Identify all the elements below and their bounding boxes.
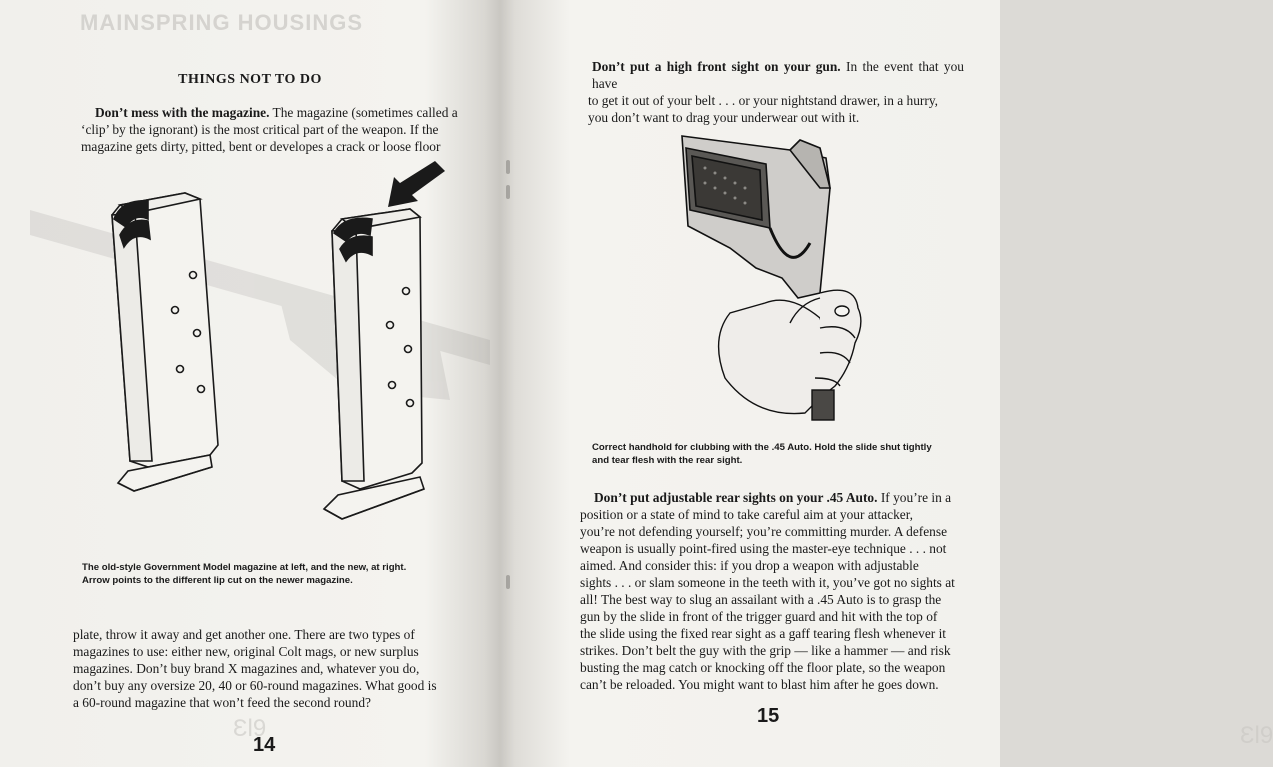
right-p2-line-7: all! The best way to slug an assailant with a .45 Auto is to grasp the bbox=[580, 592, 942, 607]
right-p2-line-12: can’t be reloaded. You might want to blast him after he goes down. bbox=[580, 677, 939, 692]
left-paragraph-2 bbox=[73, 626, 449, 711]
pistol-handhold-photo bbox=[670, 128, 890, 428]
left-caption-line-1: The old-style Government Model magazine at left, and the new, at right. bbox=[82, 562, 407, 573]
right-p1-line-3: you don’t want to drag your underwear out with it. bbox=[588, 110, 860, 125]
lead-in-front-sight: Don’t put a high front sight on your gun. bbox=[592, 59, 841, 74]
binding-mark bbox=[506, 185, 510, 199]
right-p2-line-6: sights . . . or slam someone in the teeth with it, you’ve got no sights at bbox=[580, 575, 955, 590]
section-heading: THINGS NOT TO DO bbox=[178, 72, 322, 87]
left-p2-line-5: a 60-round magazine that won’t feed the second round? bbox=[73, 695, 371, 710]
left-page bbox=[0, 0, 500, 767]
left-p1-line-2: ‘clip’ by the ignorant) is the most critical part of the weapon. If the bbox=[81, 122, 439, 137]
right-p2-line-11: busting the mag catch or knocking off the floor plate, so the weapon bbox=[580, 660, 946, 675]
new-style-magazine bbox=[324, 209, 424, 519]
lead-in-magazine: Don’t mess with the magazine. bbox=[95, 105, 270, 120]
bleed-through-header: MAINSPRING HOUSINGS bbox=[80, 10, 364, 35]
left-p2-line-2: magazines to use: either new, original Colt mags, or new surplus bbox=[73, 644, 419, 659]
old-style-magazine bbox=[112, 193, 218, 491]
left-paragraph-1 bbox=[81, 104, 463, 155]
right-paragraph-2 bbox=[580, 489, 960, 693]
right-p1-line-2: to get it out of your belt . . . or your nightstand drawer, in a hurry, bbox=[588, 93, 939, 108]
right-caption bbox=[592, 441, 972, 467]
left-p1-line-1: The magazine (sometimes called a bbox=[272, 105, 458, 120]
right-p1-line-1: In the event that you have bbox=[592, 59, 964, 91]
left-p2-line-1: plate, throw it away and get another one. There are two types of bbox=[73, 627, 415, 642]
right-p2-line-5: aimed. And consider this: if you drop a weapon with adjustable bbox=[580, 558, 919, 573]
right-p2-line-9: the slide using the fixed rear sight as a gaff tearing flesh whenever it bbox=[580, 626, 947, 641]
right-caption-line-2: and tear flesh with the rear sight. bbox=[592, 455, 743, 466]
left-p2-line-3: magazines. Don’t buy brand X magazines and, whatever you do, bbox=[73, 661, 420, 676]
page-number-left: 14 bbox=[253, 734, 276, 756]
right-p2-line-8: gun by the slide in front of the trigger guard and hit with the top of bbox=[580, 609, 938, 624]
left-caption bbox=[82, 561, 462, 587]
right-caption-line-1: Correct handhold for clubbing with the .45 Auto. Hold the slide shut tightly bbox=[592, 442, 932, 453]
page-number-right: 15 bbox=[757, 705, 780, 727]
right-p2-line-1: If you’re in a bbox=[880, 490, 952, 505]
right-p2-line-4: weapon is usually point-fired using the master-eye technique . . . not bbox=[580, 541, 947, 556]
right-page bbox=[500, 0, 1273, 767]
left-p2-line-4: don’t buy any oversize 20, 40 or 60-round magazines. What good is bbox=[73, 678, 437, 693]
magazines-illustration bbox=[100, 155, 450, 530]
lead-in-rear-sights: Don’t put adjustable rear sights on your .45 Auto. bbox=[594, 490, 878, 505]
right-paragraph-1 bbox=[588, 58, 964, 126]
left-caption-line-2: Arrow points to the different lip cut on the newer magazine. bbox=[82, 575, 353, 586]
bleed-through-page-number: ƐƖ9 bbox=[233, 715, 267, 742]
left-p1-line-3: magazine gets dirty, pitted, bent or developes a crack or loose floor bbox=[81, 139, 441, 154]
right-p2-line-3: you’re not defending yourself; you’re committing murder. A defense bbox=[580, 524, 948, 539]
arrow-icon bbox=[388, 161, 445, 207]
bleed-through-page-number: ƐƖ9 bbox=[1240, 722, 1273, 749]
binding-mark bbox=[506, 160, 510, 174]
right-p2-line-2: position or a state of mind to take careful aim at your attacker, bbox=[580, 507, 913, 522]
binding-mark bbox=[506, 575, 510, 589]
right-p2-line-10: strikes. Don’t belt the guy with the grip — like a hammer — and risk bbox=[580, 643, 951, 658]
